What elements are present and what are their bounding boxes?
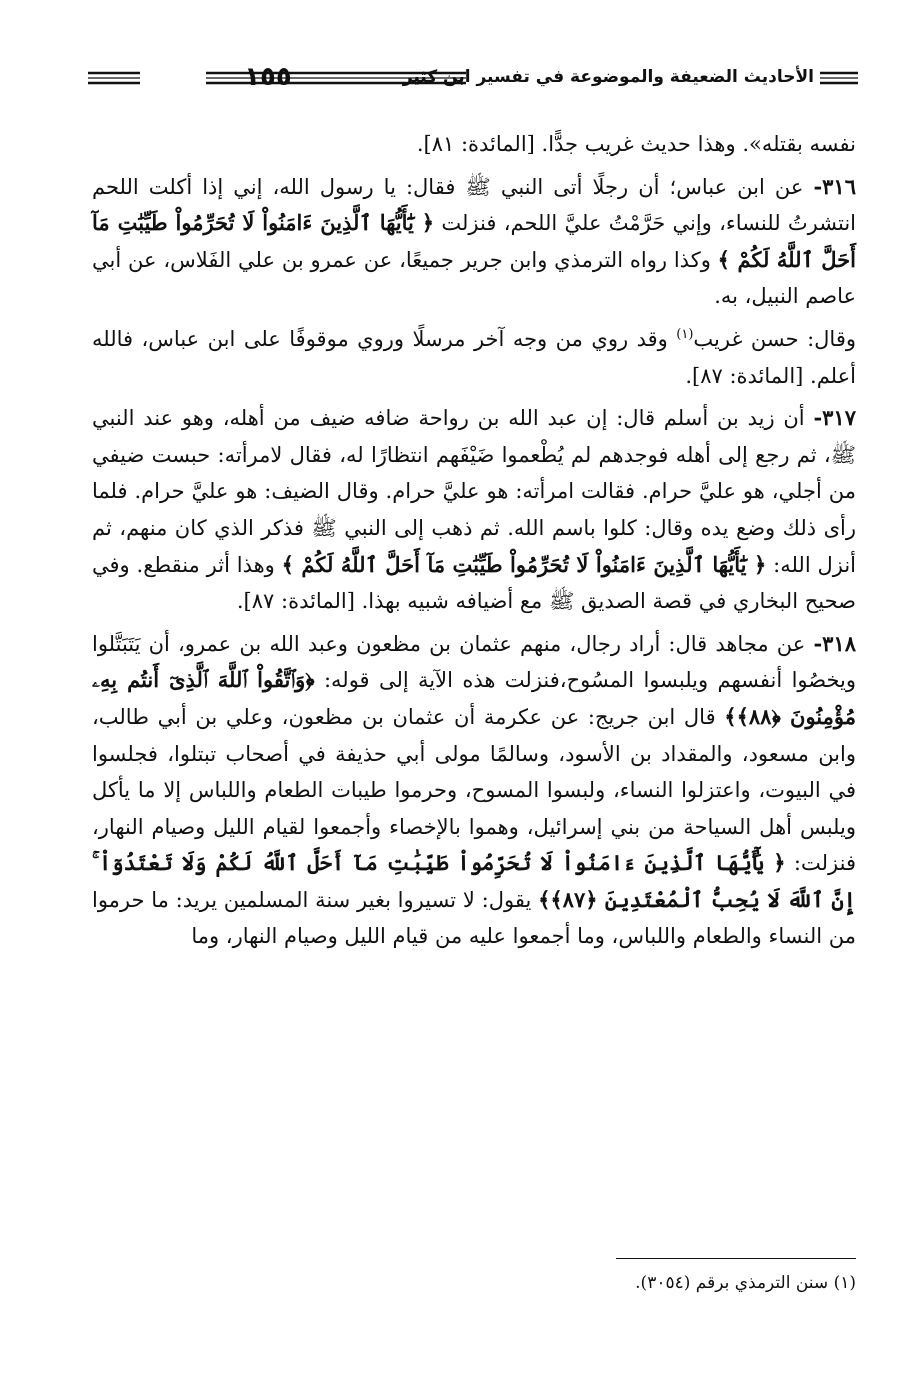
quran-verse: ﴿ يَٰٓأَيُّهَا ٱلَّذِينَ ءَامَنُواْ لَا تُحَرِّمُواْ طَيِّبَٰتِ مَآ أَحَلَّ ٱللَّهُ لَكُمْ ﴾ <box>92 210 857 272</box>
hadith-316 <box>92 169 856 315</box>
header-rule-right <box>820 62 860 92</box>
commentary-text: وقد روي من وجه آخر مرسلًا وروي موقوفًا على ابن عباس، فالله أعلم. [المائدة: ٨٧]. <box>92 326 856 388</box>
quran-verse: ﴿ يَٰٓأَيُّهَا ٱلَّذِينَ ءَامَنُواْ لَا تُحَرِّمُواْ طَيِّبَٰتِ مَآ أَحَلَّ ٱللَّهُ لَكُمْ وَلَا تَعْتَدُوٓاْ ۚ إِنَّ ٱللَّهَ لَا يُحِبُّ ٱلْمُعْتَدِينَ ﴿٨٧﴾﴾ <box>92 850 856 912</box>
hadith-text: يقول: لا تسيروا بغير سنة المسلمين يريد: ما حرموا من النساء والطعام واللباس، وما أجمعوا عليه من قيام الليل وصيام النهار، وما <box>92 887 856 949</box>
hadith-text: وهذا أثر منقطع. وفي صحيح البخاري في قصة الصديق ﷺ مع أضيافه شبيه بهذا. [المائدة: ٨٧]. <box>92 552 856 614</box>
quran-verse: ﴿ يَٰٓأَيُّهَا ٱلَّذِينَ ءَامَنُواْ لَا تُحَرِّمُواْ طَيِّبَٰتِ مَآ أَحَلَّ ٱللَّهُ لَكُمْ ﴾ <box>281 551 767 577</box>
header-rule-left <box>88 62 148 92</box>
hadith-text: أن زيد بن أسلم قال: إن عبد الله بن رواحة ضافه ضيف من أهله، وهو عند النبي ﷺ، ثم رجع إلى أهله فوجدهم لم يُطْعموا ضَيْفَهم انتظارًا له، فقال لامرأته: حبست ضيفي من أجلي، هو عليَّ حرام. فقالت امرأته: هو عليَّ حرام. وقال الضيف: هو عليَّ حرام. فلما رأى ذلك وضع يده وقال: كلوا باسم الله. ثم ذهب إلى النبي ﷺ فذكر الذي كان منهم، ثم أنزل الله: <box>92 406 857 577</box>
hadith-text: عن مجاهد قال: أراد رجال، منهم عثمان بن مظعون وعبد الله بن عمرو، أن يَتَبَتَّلوا ويخصُوا أنفسهم ويلبسوا المسُوح،فنزلت هذه الآية إلى قوله: <box>92 631 856 693</box>
quran-verse: ﴿وَٱتَّقُواْ ٱللَّهَ ٱلَّذِىٓ أَنتُم بِهِۦ مُؤْمِنُونَ ﴿٨٨﴾﴾ <box>92 667 856 729</box>
commentary-text: وقال: حسن غريب <box>693 326 857 351</box>
running-header <box>88 62 858 92</box>
footnote-separator <box>616 1258 856 1259</box>
paragraph-continuation: نفسه بقتله». وهذا حديث غريب جدًّا. [المائدة: ٨١]. <box>416 132 856 156</box>
hadith-text: عن ابن عباس؛ أن رجلًا أتى النبي ﷺ فقال: يا رسول الله، إني إذا أكلت اللحم انتشرتُ للنساء، وإني حَرَّمْتُ عليَّ اللحم، فنزلت <box>92 174 857 236</box>
footnote-marker[interactable]: (١) <box>676 326 694 342</box>
page-number: ١٥٥ <box>244 62 292 92</box>
footnote: (١) سنن الترمذي برقم (٣٠٥٤). <box>635 1273 856 1293</box>
running-title: الأحاديث الضعيفة والموضوعة في تفسير ابن كثير <box>402 67 814 87</box>
main-text <box>92 126 856 961</box>
hadith-316-commentary <box>92 321 856 394</box>
hadith-number: ٣١٧- <box>813 405 856 431</box>
hadith-number: ٣١٦- <box>813 173 856 199</box>
hadith-317 <box>92 400 856 620</box>
hadith-text: قال ابن جريج: عن عكرمة أن عثمان بن مظعون، وعلي بن أبي طالب، وابن مسعود، والمقداد بن الأسود، وسالمًا مولى أبي حذيفة في أصحاب تبتلوا، فجلسوا في البيوت، واعتزلوا النساء، ولبسوا المسوح، وحرموا طيبات الطعام واللباس إلا ما يأكل ويلبس أهل السياحة من بني إسرائيل، وهموا بالإخصاء وأجمعوا لقيام الليل وصيام النهار، فنزلت: <box>92 704 856 876</box>
hadith-number: ٣١٨- <box>813 630 856 656</box>
hadith-text: وكذا رواه الترمذي وابن جرير جميعًا، عن عمرو بن علي الفَلاس، عن أبي عاصم النبيل، به. <box>92 247 856 309</box>
hadith-318 <box>92 626 856 955</box>
